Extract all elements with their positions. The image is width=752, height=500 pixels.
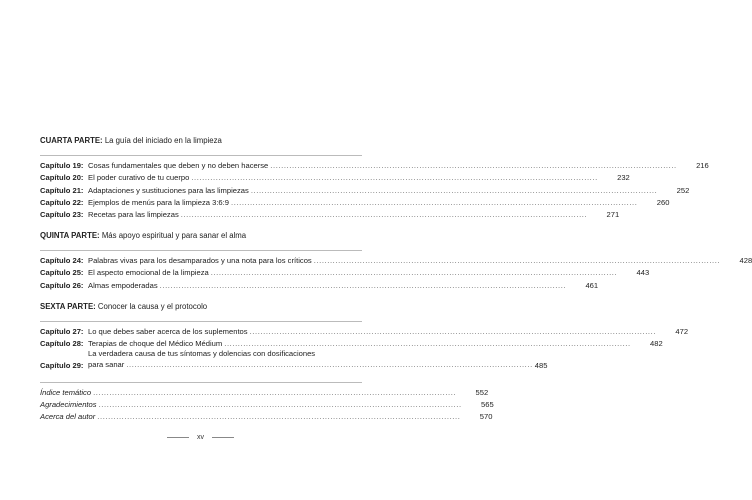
leader-dots: ...................................................................................................................................... [98,400,462,410]
part-label: CUARTA PARTE: [40,136,103,145]
page-number: 552 [475,388,489,398]
toc-entry[interactable] [40,385,489,398]
part-title: Conocer la causa y el protocolo [97,301,208,311]
page-number: 485 [534,360,548,370]
toc-entry[interactable] [40,207,620,219]
page-number: 482 [650,338,663,348]
leader-dots [181,210,587,219]
leader-dots [250,327,656,336]
chapter-title: Almas empoderadas [88,280,158,290]
chapter-title-continued: para sanar [88,359,125,369]
footer-rule [167,437,189,438]
chapter-label: Capítulo 21: [40,185,84,195]
footer-rule [212,437,234,438]
chapter-title: Palabras vivas para los desamparados y una nota para los críticos [88,256,312,266]
part-label: QUINTA PARTE: [40,230,100,240]
separator [40,382,362,383]
chapter-label: Capítulo 23: [40,209,84,219]
back-matter [40,385,494,422]
separator [40,155,362,156]
separator [40,250,362,251]
folio: xv [197,434,204,441]
chapter-title: Ejemplos de menús para la limpieza 3:6:9 [88,197,229,207]
chapter-label: Capítulo 29: [40,360,84,370]
chapter-label: Capítulo 25: [40,268,84,278]
part-section [40,136,709,219]
page-number: 216 [696,161,709,171]
chapter-title: Recetas para las limpiezas [88,209,179,219]
chapter-title: El poder curativo de tu cuerpo [88,173,190,183]
leader-dots [126,359,532,370]
page-number: 232 [617,173,630,183]
leader-dots [231,198,637,207]
part-label: SEXTA PARTE: [40,301,96,311]
leader-dots [191,173,597,182]
chapter-label: Capítulo 26: [40,280,84,290]
page-number: 443 [636,268,650,278]
toc-entry[interactable] [40,253,752,266]
leader-dots [251,186,657,195]
chapter-label: Capítulo 20: [40,173,84,183]
chapter-title: Terapias de choque del Médico Médium [88,338,223,348]
leader-dots [211,268,617,277]
page-number: 570 [479,412,493,422]
page-number: 565 [481,400,494,410]
page-number: 252 [676,185,690,195]
chapter-title: La verdadera causa de tus síntomas y dolencias con dosificaciones [88,348,316,358]
entry-title: Acerca del autor [40,412,96,422]
toc-entry[interactable] [40,195,670,207]
page-number: 461 [585,280,599,290]
page-number: 260 [656,197,670,207]
toc-entry[interactable] [40,182,690,195]
toc-entry[interactable] [40,265,650,278]
entry-title: Índice temático [40,388,92,398]
chapter-label: Capítulo 27: [40,326,84,336]
toc-entry[interactable] [40,348,548,370]
toc-entry[interactable] [40,277,599,290]
chapter-title: Lo que debes saber acerca de los suplementos [88,326,248,336]
part-heading [40,231,362,240]
chapter-label: Capítulo 22: [40,197,84,207]
chapter-label: Capítulo 24: [40,256,84,266]
leader-dots [270,161,676,170]
toc-entry[interactable] [40,158,709,171]
page-number: 472 [675,326,689,336]
chapter-title: Adaptaciones y sustituciones para las limpiezas [88,185,249,195]
part-section [40,230,752,290]
leader-dots [160,281,566,290]
part-heading [40,302,362,311]
leader-dots: ...................................................................................................................................... [97,412,461,422]
leader-dots [314,256,720,265]
part-title: La guía del iniciado en la limpieza [104,136,222,145]
toc-entry[interactable] [40,170,630,183]
chapter-title: El aspecto emocional de la limpieza [88,268,209,278]
page-footer [0,434,401,441]
separator [40,321,362,322]
chapter-label: Capítulo 19: [40,161,84,171]
part-section [40,301,689,370]
page-number: 271 [606,209,620,219]
toc-entry[interactable] [40,336,663,348]
leader-dots [224,339,630,348]
page-number: 428 [739,256,752,266]
toc-entry[interactable] [40,324,689,336]
chapter-title: Cosas fundamentales que deben y no deben hacerse [88,161,269,171]
entry-title: Agradecimientos [40,400,97,410]
part-title: Más apoyo espiritual y para sanar el alma [101,230,247,240]
toc-entry[interactable] [40,397,494,410]
part-heading [40,136,362,145]
table-of-contents [40,136,752,422]
chapter-label: Capítulo 28: [40,338,84,348]
toc-entry[interactable] [40,409,493,422]
leader-dots: ...................................................................................................................................... [93,388,457,398]
